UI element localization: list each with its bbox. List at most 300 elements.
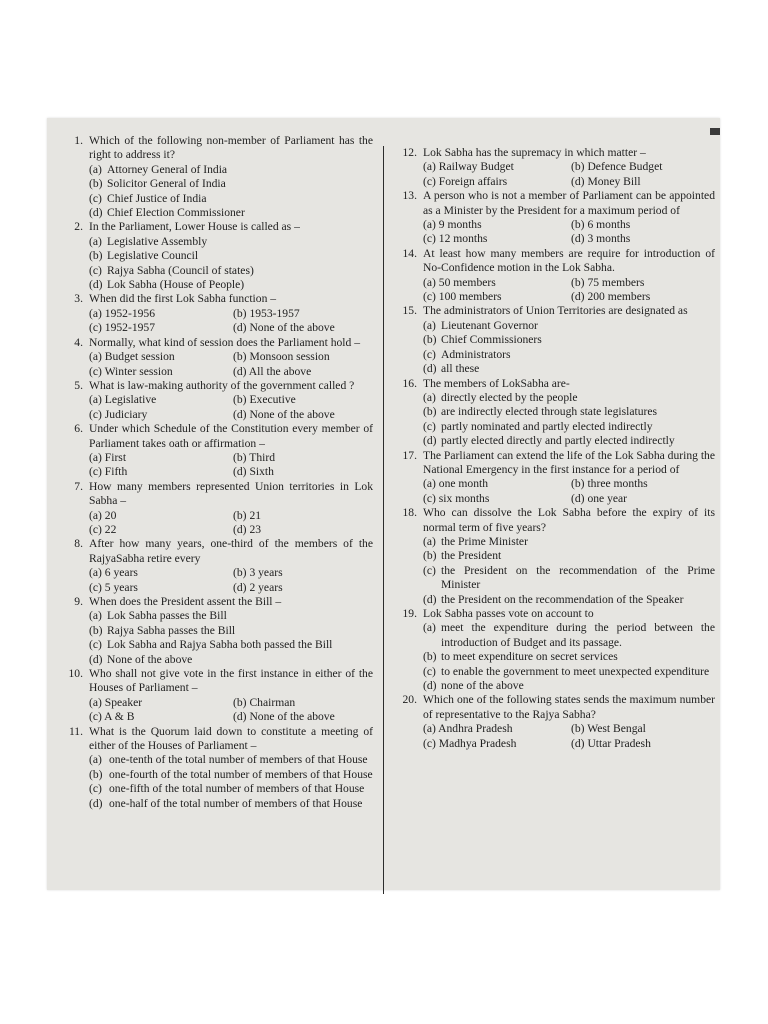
option-letter: (c) xyxy=(89,191,102,205)
option-text: 2 years xyxy=(249,580,283,594)
option-letter: (b) xyxy=(233,695,247,709)
option-group xyxy=(89,350,373,379)
option-letter: (d) xyxy=(233,407,247,421)
question-item xyxy=(391,304,715,376)
option-text: Judiciary xyxy=(104,407,148,421)
answer-option xyxy=(89,465,229,479)
option-text: one-fifth of the total number of members of that House xyxy=(109,782,365,796)
answer-option xyxy=(423,434,715,448)
answer-option xyxy=(233,509,373,523)
answer-option xyxy=(89,753,373,767)
option-text: Uttar Pradesh xyxy=(587,736,651,750)
left-column xyxy=(57,134,373,811)
answer-option xyxy=(423,319,715,333)
answer-option xyxy=(423,535,715,549)
answer-option xyxy=(233,393,373,407)
option-letter: (c) xyxy=(423,174,436,188)
answer-option xyxy=(423,549,715,563)
option-letter: (c) xyxy=(423,736,436,750)
answer-option xyxy=(89,566,229,580)
answer-option xyxy=(423,276,567,290)
option-text: 1952-1956 xyxy=(104,306,156,320)
answer-option xyxy=(89,307,229,321)
option-text: six months xyxy=(438,491,490,505)
option-letter: (d) xyxy=(89,206,103,220)
answer-option xyxy=(571,290,715,304)
option-group xyxy=(423,621,715,693)
answer-option xyxy=(423,722,567,736)
option-group xyxy=(423,319,715,377)
option-text: 50 members xyxy=(438,275,496,289)
option-group xyxy=(423,276,715,305)
option-text: Monsoon session xyxy=(249,350,330,364)
question-text: At least how many members are require for introduction of No-Confidence motion in the Lok Sabha. xyxy=(423,246,715,275)
option-text: Budget session xyxy=(104,350,175,364)
option-text: Fifth xyxy=(104,465,128,479)
option-text: 6 months xyxy=(587,218,631,232)
question-item xyxy=(57,379,373,422)
option-letter: (b) xyxy=(89,249,103,263)
option-text: 21 xyxy=(249,508,262,522)
option-text: None of the above xyxy=(249,710,335,724)
option-text: 1952-1957 xyxy=(104,321,156,335)
option-text: Speaker xyxy=(104,695,143,709)
question-number: 2. xyxy=(74,220,83,234)
question-number: 8. xyxy=(74,537,83,551)
question-text: Which of the following non-member of Parliament has the right to address it? xyxy=(89,134,373,162)
option-letter: (a) xyxy=(89,566,102,580)
option-group xyxy=(423,391,715,449)
answer-option xyxy=(233,465,373,479)
option-text: Chief Justice of India xyxy=(107,191,207,205)
question-number: 18. xyxy=(402,506,417,520)
option-text: the Prime Minister xyxy=(441,534,528,548)
option-letter: (b) xyxy=(423,333,437,347)
answer-option xyxy=(423,391,715,405)
answer-option xyxy=(423,492,567,506)
option-text: are indirectly elected through state legislatures xyxy=(441,405,658,419)
question-item xyxy=(57,595,373,667)
answer-option xyxy=(233,696,373,710)
question-number: 9. xyxy=(74,595,83,608)
question-number: 20. xyxy=(402,693,417,707)
question-text: Normally, what kind of session does the Parliament hold – xyxy=(89,335,361,349)
option-letter: (c) xyxy=(89,465,102,479)
option-letter: (b) xyxy=(233,508,247,522)
option-text: Chief Commissioners xyxy=(441,333,542,347)
option-letter: (b) xyxy=(233,450,247,464)
answer-option xyxy=(233,566,373,580)
option-text: 75 members xyxy=(587,275,645,289)
question-number: 7. xyxy=(74,479,83,493)
option-letter: (d) xyxy=(571,736,585,750)
option-letter: (a) xyxy=(423,318,436,332)
option-group xyxy=(423,535,715,607)
option-letter: (b) xyxy=(233,393,247,407)
question-item xyxy=(57,220,373,292)
question-number: 14. xyxy=(402,246,417,260)
option-letter: (a) xyxy=(89,306,102,320)
question-text: The Parliament can extend the life of the Lok Sabha during the National Emergency in the first instance for a period of xyxy=(423,448,716,476)
option-letter: (d) xyxy=(233,465,247,479)
option-letter: (d) xyxy=(233,580,247,594)
option-letter: (a) xyxy=(89,753,102,767)
question-item xyxy=(57,537,373,595)
option-text: one year xyxy=(587,491,628,505)
question-number: 4. xyxy=(74,335,83,349)
option-letter: (d) xyxy=(89,278,103,292)
option-text: the President on the recommendation of the Speaker xyxy=(441,592,684,606)
option-letter: (b) xyxy=(89,623,103,637)
option-text: Executive xyxy=(249,393,296,407)
option-group xyxy=(423,160,715,189)
question-number: 5. xyxy=(74,378,83,392)
option-letter: (a) xyxy=(89,234,102,248)
option-text: none of the above xyxy=(441,679,524,693)
option-letter: (a) xyxy=(423,722,436,736)
option-letter: (c) xyxy=(423,491,436,505)
option-text: partly elected directly and partly elected indirectly xyxy=(441,434,675,448)
question-item xyxy=(391,449,715,507)
option-letter: (a) xyxy=(423,275,436,289)
option-letter: (c) xyxy=(89,710,102,724)
option-text: 100 members xyxy=(438,290,502,304)
answer-option xyxy=(423,477,567,491)
option-letter: (c) xyxy=(423,232,436,246)
question-number: 13. xyxy=(402,189,417,203)
answer-option xyxy=(423,333,715,347)
option-letter: (d) xyxy=(233,364,247,378)
option-letter: (b) xyxy=(571,477,585,491)
question-number: 19. xyxy=(402,607,417,620)
question-sheet xyxy=(47,118,720,890)
option-text: all these xyxy=(441,362,480,376)
option-group xyxy=(423,477,715,506)
option-text: Andhra Pradesh xyxy=(438,722,513,736)
question-number: 6. xyxy=(74,422,83,436)
option-text: First xyxy=(104,450,127,464)
option-text: Lieutenant Governor xyxy=(441,318,538,332)
option-group xyxy=(89,566,373,595)
option-letter: (d) xyxy=(233,522,247,536)
answer-option xyxy=(423,564,715,593)
question-item xyxy=(57,667,373,725)
option-letter: (b) xyxy=(571,218,585,232)
option-text: one-half of the total number of members of that House xyxy=(109,796,363,810)
option-text: 20 xyxy=(104,508,117,522)
option-group xyxy=(423,218,715,247)
option-text: 23 xyxy=(249,522,262,536)
answer-option xyxy=(571,737,715,751)
question-number: 10. xyxy=(68,667,83,681)
option-letter: (c) xyxy=(89,638,102,652)
option-letter: (c) xyxy=(89,364,102,378)
option-letter: (a) xyxy=(423,160,436,174)
column-divider xyxy=(383,146,384,894)
answer-option xyxy=(89,768,373,782)
option-text: Railway Budget xyxy=(438,160,514,174)
answer-option xyxy=(89,523,229,537)
answer-option xyxy=(89,393,229,407)
answer-option xyxy=(89,509,229,523)
option-letter: (a) xyxy=(89,508,102,522)
option-group xyxy=(423,722,715,751)
option-text: Rajya Sabha (Council of states) xyxy=(107,263,254,277)
answer-option xyxy=(89,609,373,623)
answer-option xyxy=(89,235,373,249)
option-group xyxy=(89,509,373,538)
option-text: 5 years xyxy=(104,580,138,594)
option-letter: (b) xyxy=(233,306,247,320)
option-letter: (a) xyxy=(423,390,436,404)
question-item xyxy=(57,725,373,811)
question-text: What is law-making authority of the government called ? xyxy=(89,378,355,392)
question-item xyxy=(57,292,373,335)
answer-option xyxy=(89,264,373,278)
option-group xyxy=(89,609,373,667)
option-text: Attorney General of India xyxy=(107,162,228,176)
answer-option xyxy=(233,408,373,422)
option-text: Administrators xyxy=(441,347,511,361)
answer-option xyxy=(89,408,229,422)
option-letter: (c) xyxy=(423,290,436,304)
option-text: to enable the government to meet unexpected expenditure xyxy=(441,664,710,678)
answer-option xyxy=(233,365,373,379)
option-letter: (d) xyxy=(571,491,585,505)
option-letter: (d) xyxy=(423,592,437,606)
option-group xyxy=(89,696,373,725)
question-item xyxy=(57,480,373,538)
question-item xyxy=(391,693,715,751)
option-text: 9 months xyxy=(438,218,482,232)
option-text: Legislative xyxy=(104,393,157,407)
question-number: 15. xyxy=(402,304,417,318)
option-text: Defence Budget xyxy=(587,160,663,174)
option-letter: (d) xyxy=(233,321,247,335)
option-text: Chief Election Commissioner xyxy=(107,206,245,220)
question-number: 11. xyxy=(68,724,83,738)
answer-option xyxy=(423,737,567,751)
option-text: the President on the recommendation of the Prime Minister xyxy=(441,563,715,592)
option-text: Legislative Council xyxy=(107,249,199,263)
answer-option xyxy=(423,160,567,174)
answer-option xyxy=(423,218,567,232)
option-group xyxy=(89,753,373,811)
answer-option xyxy=(89,192,373,206)
question-text: When does the President assent the Bill – xyxy=(89,595,282,608)
answer-option xyxy=(233,350,373,364)
option-text: 6 years xyxy=(104,566,138,580)
question-text: Lok Sabha passes vote on account to xyxy=(423,607,594,620)
option-text: one-fourth of the total number of members of that House xyxy=(109,767,373,781)
answer-option xyxy=(89,177,373,191)
answer-option xyxy=(89,624,373,638)
option-text: West Bengal xyxy=(587,722,646,736)
option-letter: (a) xyxy=(89,162,102,176)
answer-option xyxy=(89,710,229,724)
question-text: Who can dissolve the Lok Sabha before the expiry of its normal term of five years? xyxy=(423,506,715,534)
answer-option xyxy=(423,232,567,246)
option-letter: (c) xyxy=(89,522,102,536)
question-item xyxy=(391,146,715,189)
option-letter: (d) xyxy=(89,652,103,666)
answer-option xyxy=(89,206,373,220)
option-letter: (d) xyxy=(233,710,247,724)
question-text: Lok Sabha has the supremacy in which matter – xyxy=(423,146,646,159)
answer-option xyxy=(233,523,373,537)
option-text: partly nominated and partly elected indirectly xyxy=(441,419,653,433)
option-letter: (b) xyxy=(423,650,437,664)
answer-option xyxy=(571,276,715,290)
answer-option xyxy=(89,638,373,652)
answer-option xyxy=(89,365,229,379)
answer-option xyxy=(89,782,373,796)
option-letter: (d) xyxy=(571,290,585,304)
question-item xyxy=(57,134,373,220)
question-item xyxy=(57,336,373,379)
option-letter: (c) xyxy=(89,580,102,594)
option-text: directly elected by the people xyxy=(441,390,578,404)
option-group xyxy=(89,235,373,293)
question-text: The members of LokSabha are- xyxy=(423,376,570,390)
answer-option xyxy=(89,321,229,335)
option-letter: (a) xyxy=(89,393,102,407)
answer-option xyxy=(89,278,373,292)
option-text: 12 months xyxy=(438,232,488,246)
option-letter: (a) xyxy=(89,450,102,464)
question-text: Who shall not give vote in the first instance in either of the Houses of Parliament – xyxy=(89,667,373,695)
option-text: None of the above xyxy=(107,652,193,666)
answer-option xyxy=(423,650,715,664)
option-letter: (a) xyxy=(423,218,436,232)
option-text: one month xyxy=(438,477,489,491)
option-letter: (c) xyxy=(423,347,436,361)
question-text: Under which Schedule of the Constitution every member of Parliament takes oath or affirmation – xyxy=(89,422,373,450)
option-text: Foreign affairs xyxy=(438,174,508,188)
answer-option xyxy=(571,232,715,246)
option-letter: (a) xyxy=(423,621,436,635)
option-text: Chairman xyxy=(249,695,296,709)
answer-option xyxy=(423,420,715,434)
option-text: Third xyxy=(249,450,275,464)
option-text: Money Bill xyxy=(587,174,641,188)
option-text: Solicitor General of India xyxy=(107,177,226,191)
answer-option xyxy=(423,665,715,679)
question-item xyxy=(391,377,715,449)
question-item xyxy=(391,189,715,247)
option-letter: (c) xyxy=(423,419,436,433)
option-letter: (a) xyxy=(423,477,436,491)
option-letter: (c) xyxy=(89,782,102,796)
question-item xyxy=(57,422,373,480)
right-column xyxy=(391,146,715,751)
option-text: 200 members xyxy=(587,290,651,304)
option-text: three months xyxy=(587,477,648,491)
option-text: Rajya Sabha passes the Bill xyxy=(107,623,236,637)
answer-option xyxy=(89,350,229,364)
option-group xyxy=(89,307,373,336)
answer-option xyxy=(89,696,229,710)
answer-option xyxy=(571,492,715,506)
answer-option xyxy=(423,593,715,607)
question-item xyxy=(391,607,715,693)
question-item xyxy=(391,506,715,607)
question-number: 17. xyxy=(402,448,417,462)
option-letter: (d) xyxy=(89,796,103,810)
answer-option xyxy=(571,477,715,491)
question-item xyxy=(391,247,715,305)
answer-option xyxy=(423,362,715,376)
option-text: Sixth xyxy=(249,465,274,479)
question-text: The administrators of Union Territories are designated as xyxy=(423,304,688,318)
option-text: Lok Sabha and Rajya Sabha both passed the Bill xyxy=(107,638,333,652)
answer-option xyxy=(89,249,373,263)
answer-option xyxy=(423,175,567,189)
option-text: All the above xyxy=(248,364,312,378)
question-number: 12. xyxy=(402,146,417,159)
option-letter: (b) xyxy=(89,177,103,191)
option-letter: (b) xyxy=(233,350,247,364)
option-text: to meet expenditure on secret services xyxy=(441,650,618,664)
option-letter: (b) xyxy=(89,767,103,781)
option-text: Lok Sabha (House of People) xyxy=(107,278,245,292)
option-text: None of the above xyxy=(249,407,335,421)
answer-option xyxy=(423,290,567,304)
answer-option xyxy=(233,451,373,465)
option-letter: (a) xyxy=(89,695,102,709)
option-letter: (c) xyxy=(89,407,102,421)
option-letter: (b) xyxy=(571,160,585,174)
answer-option xyxy=(571,218,715,232)
answer-option xyxy=(89,581,229,595)
option-text: Winter session xyxy=(104,364,173,378)
option-letter: (a) xyxy=(423,534,436,548)
question-number: 1. xyxy=(74,134,83,147)
question-text: How many members represented Union territories in Lok Sabha – xyxy=(89,479,373,508)
option-letter: (b) xyxy=(571,722,585,736)
answer-option xyxy=(233,321,373,335)
option-group xyxy=(89,451,373,480)
answer-option xyxy=(233,307,373,321)
option-text: 1953-1957 xyxy=(249,306,300,320)
answer-option xyxy=(571,722,715,736)
option-letter: (d) xyxy=(423,362,437,376)
option-text: Lok Sabha passes the Bill xyxy=(107,609,227,623)
question-text: A person who is not a member of Parliament can be appointed as a Minister by the President for a maximum period of xyxy=(423,189,715,217)
option-letter: (c) xyxy=(89,321,102,335)
option-letter: (b) xyxy=(571,275,585,289)
option-text: None of the above xyxy=(249,321,335,335)
answer-option xyxy=(571,160,715,174)
answer-option xyxy=(423,405,715,419)
answer-option xyxy=(89,451,229,465)
question-text: In the Parliament, Lower House is called as – xyxy=(89,220,300,234)
question-number: 16. xyxy=(402,376,417,390)
answer-option xyxy=(423,679,715,693)
option-letter: (c) xyxy=(89,263,102,277)
option-letter: (c) xyxy=(423,664,436,678)
question-text: After how many years, one-third of the members of the RajyaSabha retire every xyxy=(89,537,373,565)
option-text: 22 xyxy=(104,522,117,536)
answer-option xyxy=(423,621,715,650)
option-letter: (a) xyxy=(89,350,102,364)
option-text: 3 years xyxy=(249,566,283,580)
option-letter: (a) xyxy=(89,609,102,623)
answer-option xyxy=(89,653,373,667)
question-number: 3. xyxy=(74,292,83,306)
answer-option xyxy=(89,797,373,811)
option-letter: (b) xyxy=(233,566,247,580)
